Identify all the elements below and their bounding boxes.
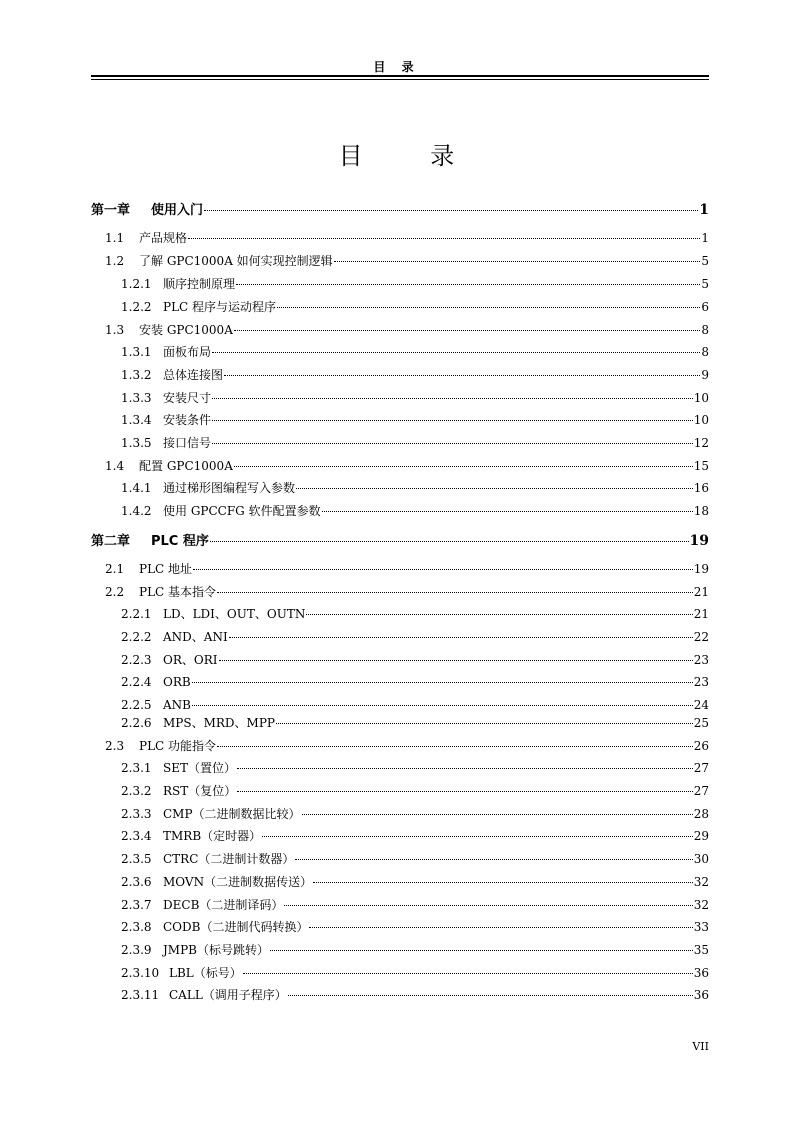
toc-leader-dots <box>193 569 693 570</box>
toc-entry-number: 1.3.2 <box>121 368 152 382</box>
toc-entry-page: 24 <box>693 698 709 712</box>
toc-entry-page: 29 <box>693 829 709 843</box>
toc-entry[interactable] <box>91 456 709 476</box>
toc-entry-label: PLC 功能指令 <box>139 739 217 753</box>
toc-entry-label: ANB <box>163 698 191 712</box>
toc-entry[interactable] <box>91 963 709 983</box>
toc-entry-page: 6 <box>701 300 709 314</box>
toc-leader-dots <box>262 836 693 837</box>
toc-leader-dots <box>229 637 693 638</box>
toc-entry-label: SET（置位） <box>163 761 236 775</box>
toc-leader-dots <box>212 443 693 444</box>
toc-entry-number: 2.3.10 <box>121 966 160 980</box>
running-header-title: 目 录 <box>373 60 420 74</box>
toc-entry-label: 配置 GPC1000A <box>139 459 233 473</box>
toc-entry[interactable] <box>91 872 709 892</box>
toc-entry[interactable] <box>91 604 709 624</box>
toc-entry-label: LD、LDI、OUT、OUTN <box>163 607 306 621</box>
toc-entry[interactable] <box>91 695 709 715</box>
toc-entry-number: 2.3.3 <box>121 807 152 821</box>
toc-entry[interactable] <box>91 433 709 453</box>
toc-leader-dots <box>322 511 693 512</box>
toc-entry[interactable] <box>91 917 709 937</box>
toc-leader-dots <box>237 791 692 792</box>
toc-entry[interactable] <box>91 388 709 408</box>
toc-entry-number: 2.1 <box>105 562 125 576</box>
toc-entry[interactable] <box>91 582 709 602</box>
toc-leader-dots <box>295 859 692 860</box>
toc-entry-page: 9 <box>701 368 709 382</box>
toc-chapter-entry[interactable] <box>91 200 709 220</box>
toc-leader-dots <box>210 541 689 542</box>
toc-leader-dots <box>212 398 693 399</box>
toc-entry-page: 35 <box>693 943 709 957</box>
toc-entry-page: 21 <box>693 607 709 621</box>
toc-entry-page: 18 <box>693 504 709 518</box>
toc-entry[interactable] <box>91 826 709 846</box>
toc-entry[interactable] <box>91 940 709 960</box>
toc-entry-label: 使用入门 <box>151 203 204 218</box>
toc-entry[interactable] <box>91 758 709 778</box>
toc-entry-label: MOVN（二进制数据传送） <box>163 875 313 889</box>
toc-entry[interactable] <box>91 251 709 271</box>
toc-entry-label: 安装 GPC1000A <box>139 323 233 337</box>
toc-entry-page: 36 <box>693 988 709 1002</box>
toc-entry-number: 1.2 <box>105 254 125 268</box>
toc-leader-dots <box>234 466 693 467</box>
toc-entry-number: 1.3.4 <box>121 413 152 427</box>
toc-entry-label: CODB（二进制代码转换） <box>163 920 309 934</box>
toc-entry-page: 32 <box>693 875 709 889</box>
toc-entry-number: 1.2.1 <box>121 277 152 291</box>
toc-leader-dots <box>188 238 700 239</box>
toc-entry-number: 2.3.8 <box>121 920 152 934</box>
toc-entry[interactable] <box>91 713 709 733</box>
toc-entry-page: 16 <box>693 481 709 495</box>
toc-entry-label: 安装尺寸 <box>163 391 212 405</box>
toc-entry[interactable] <box>91 672 709 692</box>
toc-entry-label: CALL（调用子程序） <box>169 988 287 1002</box>
toc-entry-number: 1.2.2 <box>121 300 152 314</box>
header-rule-thick <box>91 75 709 77</box>
toc-leader-dots <box>309 927 692 928</box>
toc-leader-dots <box>284 905 692 906</box>
toc-entry[interactable] <box>91 736 709 756</box>
toc-leader-dots <box>302 814 693 815</box>
toc-entry-label: PLC 基本指令 <box>139 585 217 599</box>
toc-entry-number: 2.3.1 <box>121 761 152 775</box>
toc-entry-label: TMRB（定时器） <box>163 829 262 843</box>
toc-entry-label: AND、ANI <box>163 630 228 644</box>
toc-entry-label: DECB（二进制译码） <box>163 898 284 912</box>
toc-entry-label: ORB <box>163 675 191 689</box>
toc-entry-label: MPS、MRD、MPP <box>163 716 275 730</box>
toc-entry[interactable] <box>91 501 709 521</box>
toc-entry[interactable] <box>91 342 709 362</box>
toc-entry-page: 22 <box>693 630 709 644</box>
toc-leader-dots <box>288 995 693 996</box>
toc-leader-dots <box>277 307 700 308</box>
toc-entry-label: JMPB（标号跳转） <box>163 943 269 957</box>
toc-entry[interactable] <box>91 365 709 385</box>
toc-entry-label: 面板布局 <box>163 345 212 359</box>
toc-entry-page: 32 <box>693 898 709 912</box>
toc-entry-number: 第二章 <box>91 534 131 549</box>
toc-entry[interactable] <box>91 781 709 801</box>
toc-entry[interactable] <box>91 297 709 317</box>
toc-entry[interactable] <box>91 849 709 869</box>
toc-leader-dots <box>224 375 700 376</box>
toc-leader-dots <box>204 210 698 211</box>
toc-entry[interactable] <box>91 804 709 824</box>
toc-entry-label: 使用 GPCCFG 软件配置参数 <box>163 504 321 518</box>
toc-entry-page: 27 <box>693 761 709 775</box>
toc-entry-number: 2.3.5 <box>121 852 152 866</box>
toc-entry-page: 30 <box>693 852 709 866</box>
toc-entry-page: 21 <box>693 585 709 599</box>
toc-leader-dots <box>236 284 700 285</box>
toc-entry[interactable] <box>91 559 709 579</box>
toc-entry-label: CTRC（二进制计数器） <box>163 852 295 866</box>
toc-entry[interactable] <box>91 627 709 647</box>
toc-entry-page: 28 <box>693 807 709 821</box>
toc-entry-label: 产品规格 <box>139 231 188 245</box>
toc-entry[interactable] <box>91 274 709 294</box>
toc-entry-label: 总体连接图 <box>163 368 224 382</box>
toc-entry-label: 接口信号 <box>163 436 212 450</box>
toc-entry-number: 2.2.2 <box>121 630 152 644</box>
toc-entry-label: PLC 地址 <box>139 562 193 576</box>
toc-entry-number: 2.2.3 <box>121 653 152 667</box>
toc-entry-page: 33 <box>693 920 709 934</box>
toc-entry-page: 10 <box>693 413 709 427</box>
toc-entry-page: 5 <box>701 277 709 291</box>
toc-leader-dots <box>243 973 693 974</box>
toc-entry[interactable] <box>91 228 709 248</box>
toc-entry-page: 1 <box>699 202 709 218</box>
toc-entry-number: 2.3.6 <box>121 875 152 889</box>
toc-entry-page: 12 <box>693 436 709 450</box>
toc-leader-dots <box>306 614 692 615</box>
toc-entry-page: 5 <box>701 254 709 268</box>
toc-entry-label: 安装条件 <box>163 413 212 427</box>
toc-entry-number: 1.4 <box>105 459 125 473</box>
toc-leader-dots <box>296 488 693 489</box>
toc-entry[interactable] <box>91 410 709 430</box>
toc-entry-label: PLC 程序 <box>151 534 209 549</box>
toc-entry-number: 2.2.6 <box>121 716 152 730</box>
toc-entry[interactable] <box>91 320 709 340</box>
toc-entry-number: 2.2.1 <box>121 607 152 621</box>
toc-entry-number: 2.3.11 <box>121 988 160 1002</box>
toc-entry-label: LBL（标号） <box>169 966 242 980</box>
toc-entry-number: 2.3.4 <box>121 829 152 843</box>
toc-leader-dots <box>313 882 693 883</box>
toc-entry-page: 27 <box>693 784 709 798</box>
toc-chapter-entry[interactable] <box>91 531 709 551</box>
toc-leader-dots <box>219 660 693 661</box>
toc-entry[interactable] <box>91 650 709 670</box>
toc-entry-label: PLC 程序与运动程序 <box>163 300 277 314</box>
toc-entry-page: 23 <box>693 653 709 667</box>
toc-entry-page: 26 <box>693 739 709 753</box>
toc-entry-number: 2.3.9 <box>121 943 152 957</box>
toc-leader-dots <box>237 768 693 769</box>
toc-entry-page: 15 <box>693 459 709 473</box>
header-rule-thin <box>91 79 709 80</box>
toc-leader-dots <box>192 682 693 683</box>
toc-entry-number: 1.3.1 <box>121 345 152 359</box>
toc-entry-label: RST（复位） <box>163 784 237 798</box>
toc-entry[interactable] <box>91 985 709 1005</box>
toc-entry-page: 25 <box>693 716 709 730</box>
toc-entry[interactable] <box>91 895 709 915</box>
toc-entry-label: OR、ORI <box>163 653 218 667</box>
toc-entry[interactable] <box>91 478 709 498</box>
toc-entry-label: 通过梯形图编程写入参数 <box>163 481 296 495</box>
toc-entry-number: 2.3 <box>105 739 125 753</box>
toc-entry-page: 19 <box>689 533 709 549</box>
toc-entry-page: 8 <box>701 345 709 359</box>
toc-leader-dots <box>212 420 693 421</box>
toc-entry-page: 1 <box>701 231 709 245</box>
toc-entry-number: 1.3.5 <box>121 436 152 450</box>
toc-leader-dots <box>192 705 693 706</box>
toc-leader-dots <box>270 950 693 951</box>
toc-leader-dots <box>334 261 701 262</box>
toc-entry-page: 23 <box>693 675 709 689</box>
toc-entry-number: 2.2 <box>105 585 125 599</box>
toc-entry-number: 2.2.5 <box>121 698 152 712</box>
toc-entry-number: 第一章 <box>91 203 131 218</box>
toc-entry-page: 19 <box>693 562 709 576</box>
toc-entry-number: 2.3.2 <box>121 784 152 798</box>
toc-leader-dots <box>217 746 693 747</box>
toc-entry-page: 36 <box>693 966 709 980</box>
toc-entry-number: 1.4.1 <box>121 481 152 495</box>
toc-entry-page: 8 <box>701 323 709 337</box>
page-number: VII <box>692 1040 709 1053</box>
toc-leader-dots <box>212 352 700 353</box>
toc-entry-number: 1.4.2 <box>121 504 152 518</box>
toc-leader-dots <box>234 330 700 331</box>
toc-entry-page: 10 <box>693 391 709 405</box>
toc-leader-dots <box>217 592 693 593</box>
toc-entry-number: 1.3 <box>105 323 125 337</box>
toc-entry-number: 1.3.3 <box>121 391 152 405</box>
page-title: 目 录 <box>338 142 485 170</box>
toc-entry-label: 了解 GPC1000A 如何实现控制逻辑 <box>139 254 333 268</box>
toc-leader-dots <box>276 723 693 724</box>
toc-entry-label: 顺序控制原理 <box>163 277 236 291</box>
toc-entry-number: 1.1 <box>105 231 125 245</box>
toc-entry-number: 2.3.7 <box>121 898 152 912</box>
toc-entry-label: CMP（二进制数据比较） <box>163 807 301 821</box>
toc-entry-number: 2.2.4 <box>121 675 152 689</box>
